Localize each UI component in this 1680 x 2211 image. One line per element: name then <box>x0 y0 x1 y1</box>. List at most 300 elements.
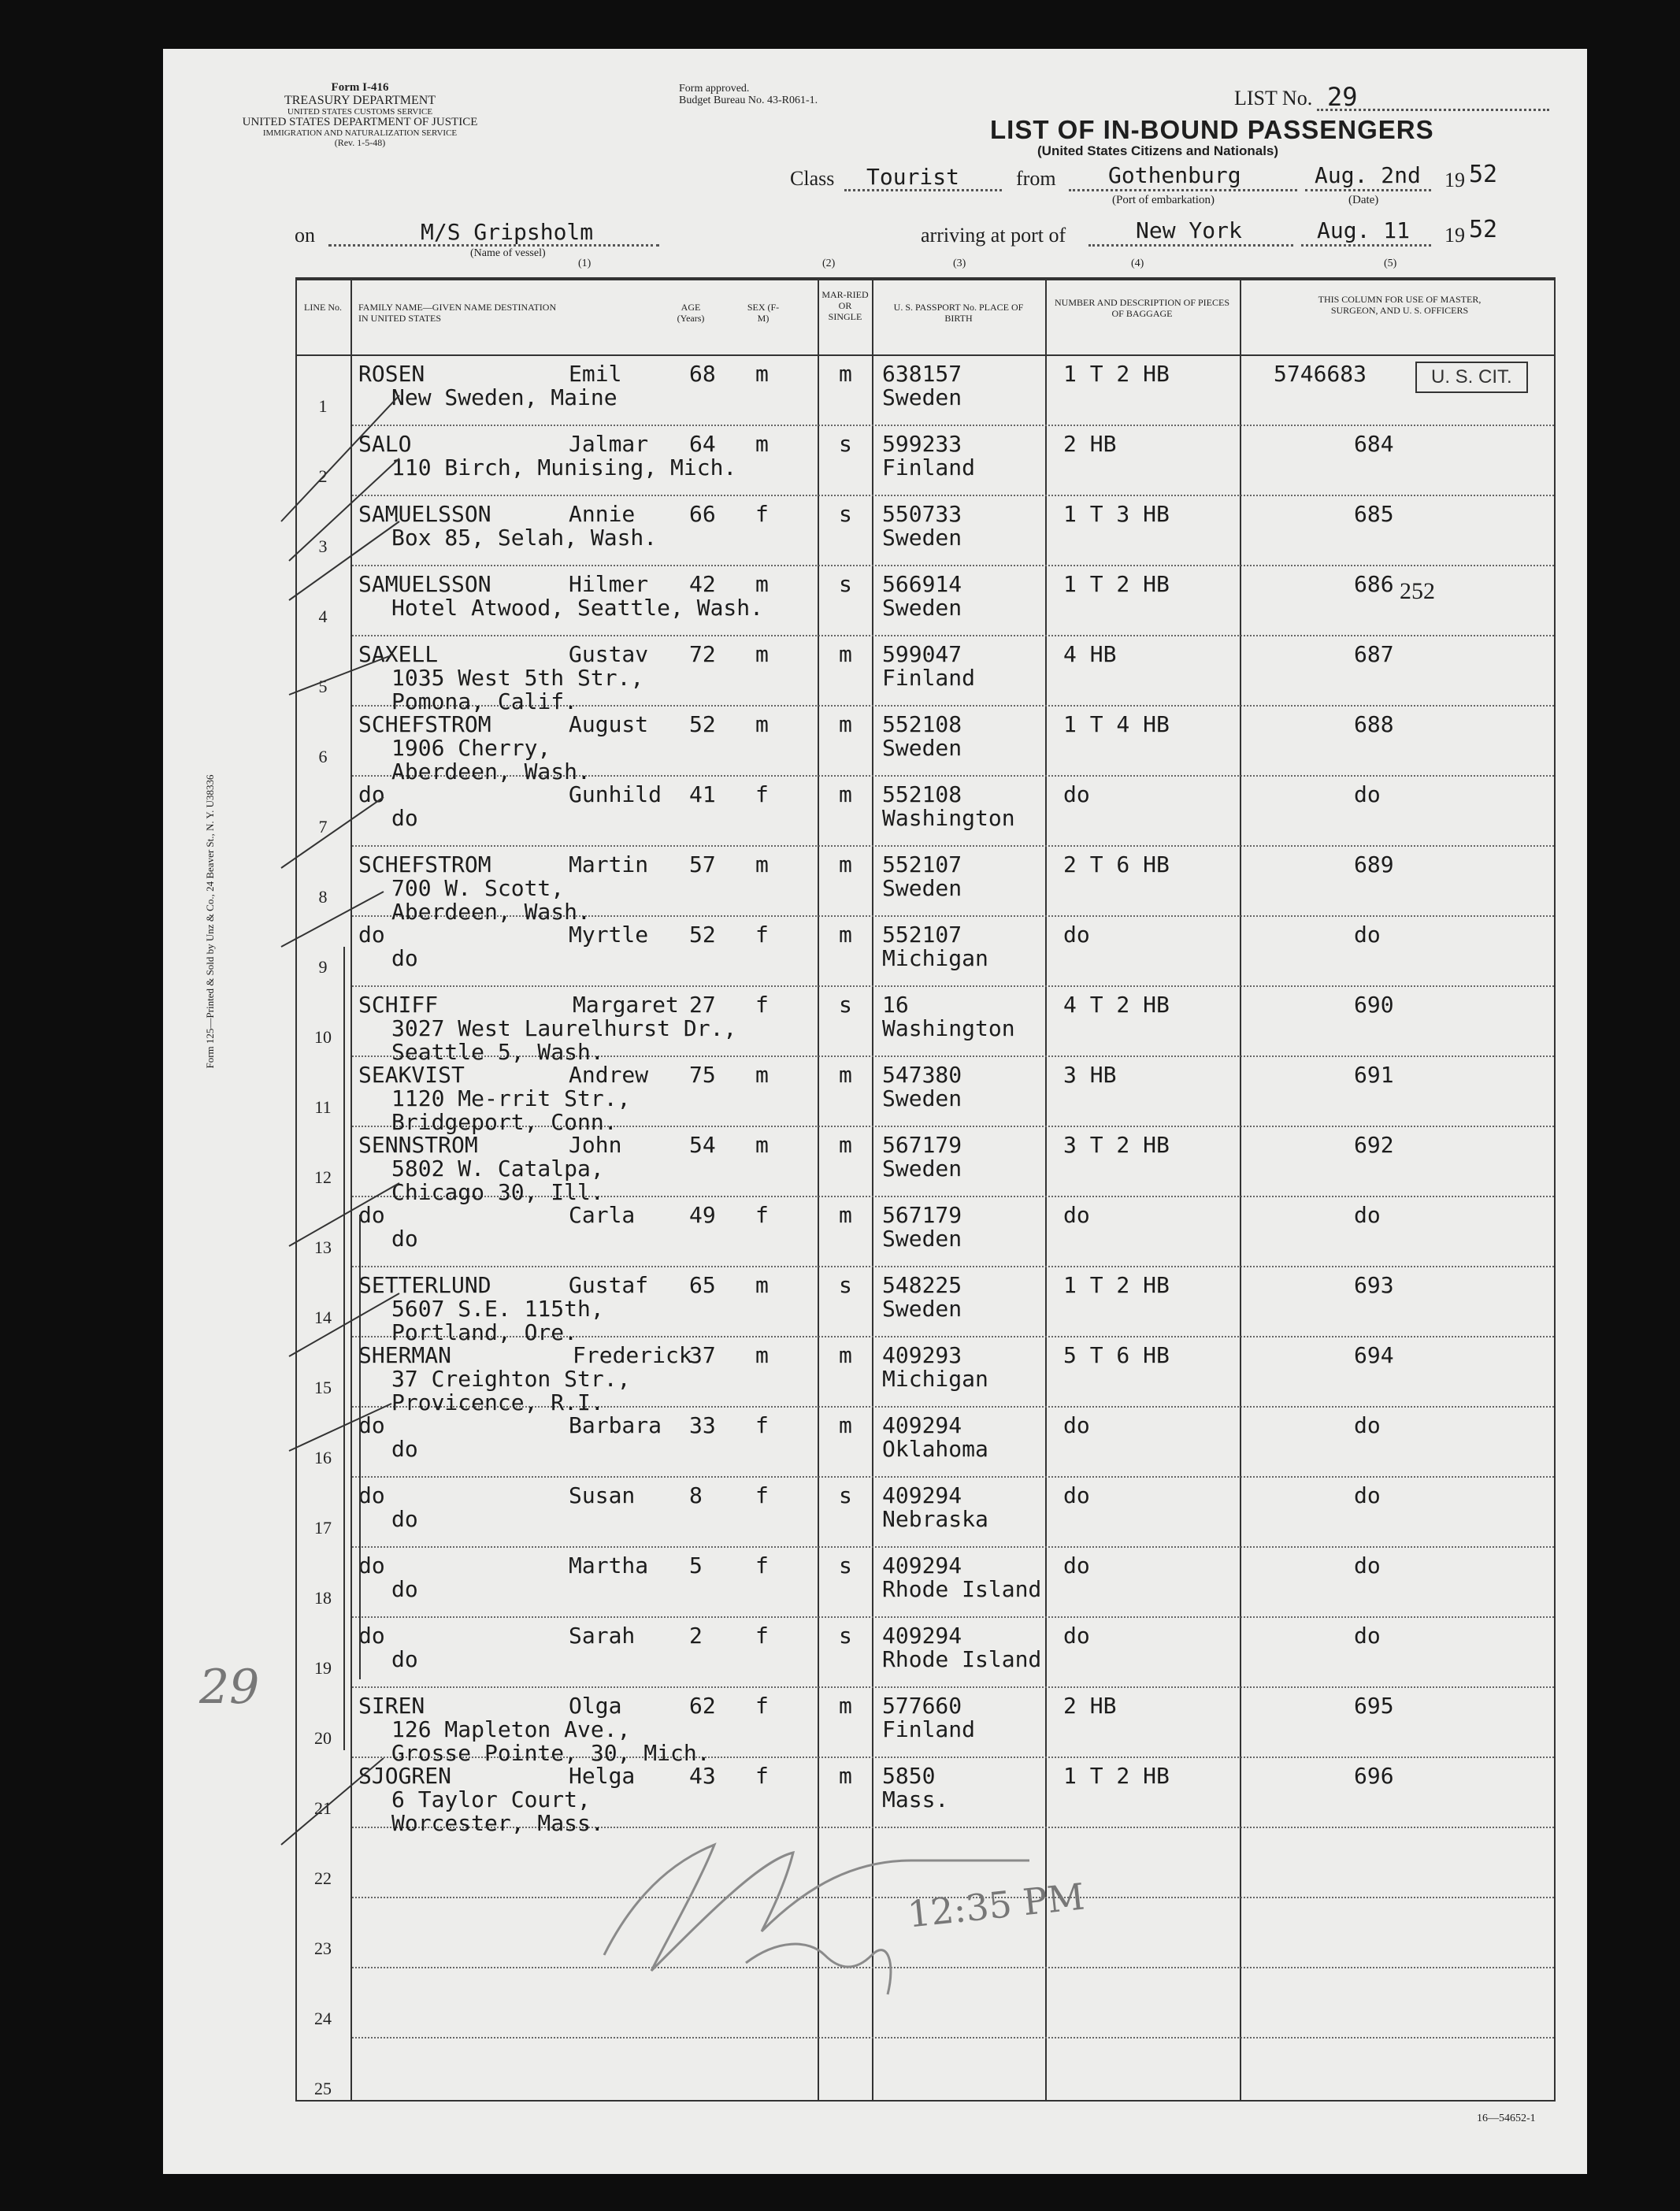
destination-line-1: Hotel Atwood, Seattle, Wash. <box>391 595 764 621</box>
arrival-port: New York <box>1136 217 1242 243</box>
given-name: Margaret <box>573 992 679 1018</box>
family-name: do <box>358 1202 385 1228</box>
depart-year-prefix: 19 <box>1445 169 1465 191</box>
line-number: 9 <box>318 957 328 977</box>
given-name: Gustaf <box>569 1272 649 1298</box>
vessel-name: M/S Gripsholm <box>421 219 594 245</box>
arriving-label: arriving at port of <box>921 224 1066 247</box>
destination-line-1: 700 W. Scott, <box>391 875 565 901</box>
officer-note-252: 252 <box>1400 578 1435 604</box>
line-number: 20 <box>314 1728 332 1748</box>
sex: f <box>755 1202 769 1228</box>
destination-line-1: do <box>391 1226 418 1252</box>
place-of-birth: Sweden <box>882 1226 962 1252</box>
form-title: LIST OF IN-BOUND PASSENGERS <box>990 115 1434 144</box>
line-number: 12 <box>314 1167 332 1187</box>
officer-note: 695 <box>1354 1693 1394 1719</box>
officer-note: 686 <box>1354 571 1394 597</box>
place-of-birth: Sweden <box>882 735 962 761</box>
marital-status: m <box>839 1132 852 1158</box>
sex: m <box>755 851 769 877</box>
marital-status: s <box>839 431 852 457</box>
given-name: John <box>569 1132 622 1158</box>
passport-number: 409293 <box>882 1342 962 1368</box>
family-name: ROSEN <box>358 361 425 387</box>
line-number: 23 <box>314 1938 332 1958</box>
place-of-birth: Sweden <box>882 1085 962 1111</box>
family-name: SENNSTROM <box>358 1132 478 1158</box>
age: 68 <box>689 361 716 387</box>
depart-date: Aug. 2nd <box>1315 162 1421 188</box>
place-of-birth: Washington <box>882 805 1015 831</box>
pencil-marks <box>163 49 1587 2174</box>
family-name: SJOGREN <box>358 1763 452 1789</box>
destination-line-1: 1120 Me-rrit Str., <box>391 1085 631 1111</box>
passport-number: 599233 <box>882 431 962 457</box>
officer-note: 696 <box>1354 1763 1394 1789</box>
depart-year: 52 <box>1469 161 1498 188</box>
destination-line-1: do <box>391 1436 418 1462</box>
officer-note: do <box>1354 1482 1381 1508</box>
officer-note: 687 <box>1354 641 1394 667</box>
marital-status: s <box>839 501 852 527</box>
class-value: Tourist <box>866 164 960 190</box>
line-number: 5 <box>318 677 328 696</box>
family-name: SAMUELSSON <box>358 501 491 527</box>
passport-number: 409294 <box>882 1553 962 1578</box>
class-label: Class <box>790 167 835 190</box>
age: 72 <box>689 641 716 667</box>
baggage: 1 T 2 HB <box>1063 361 1170 387</box>
destination-line-2: Worcester, Mass. <box>391 1810 604 1836</box>
family-name: SIREN <box>358 1693 425 1719</box>
line-number: 1 <box>318 396 328 416</box>
place-of-birth: Oklahoma <box>882 1436 988 1462</box>
age: 27 <box>689 992 716 1018</box>
destination-line-2: Provicence, R.I. <box>391 1389 604 1415</box>
side-printer-imprint: Form 125—Printed & Sold by Unz & Co., 24 Beaver St., N. Y. U38336 <box>204 774 216 1069</box>
tick-mark <box>281 892 384 947</box>
col-head-age: AGE (Years) <box>677 302 705 324</box>
officer-note: do <box>1354 1412 1381 1438</box>
destination-line-2: Pomona, Calif. <box>391 688 578 714</box>
line-number: 18 <box>314 1588 332 1608</box>
sex: f <box>755 1693 769 1719</box>
baggage: do <box>1063 1623 1090 1649</box>
family-name: do <box>358 1482 385 1508</box>
sex: m <box>755 1342 769 1368</box>
place-of-birth: Finland <box>882 1716 976 1742</box>
sex: f <box>755 992 769 1018</box>
destination-line-1: do <box>391 945 418 971</box>
given-name: Susan <box>569 1482 636 1508</box>
family-name: do <box>358 1553 385 1578</box>
marital-status: s <box>839 1482 852 1508</box>
place-of-birth: Finland <box>882 454 976 480</box>
marital-status: s <box>839 1623 852 1649</box>
destination-line-1: 37 Creighton Str., <box>391 1366 631 1392</box>
officer-note: do <box>1354 922 1381 948</box>
passport-number: 552107 <box>882 851 962 877</box>
given-name: Martin <box>569 851 649 877</box>
line-number: 22 <box>314 1868 332 1888</box>
place-of-birth: Sweden <box>882 1156 962 1182</box>
destination-line-1: 126 Mapleton Ave., <box>391 1716 631 1742</box>
col-head-baggage: NUMBER AND DESCRIPTION OF PIECES OF BAGGAGE <box>1054 297 1230 319</box>
passenger-manifest-page <box>163 49 1587 2174</box>
marital-status: m <box>839 851 852 877</box>
destination-line-2: Aberdeen, Wash. <box>391 899 591 925</box>
tick-mark <box>281 1758 384 1845</box>
destination-line-1: 5607 S.E. 115th, <box>391 1296 604 1322</box>
given-name: Annie <box>569 501 636 527</box>
arrival-date: Aug. 11 <box>1317 217 1411 243</box>
line-number: 19 <box>314 1658 332 1678</box>
from-label: from <box>1016 167 1056 190</box>
baggage: do <box>1063 781 1090 807</box>
age: 52 <box>689 711 716 737</box>
sex: f <box>755 1553 769 1578</box>
passport-number: 567179 <box>882 1202 962 1228</box>
passport-number: 567179 <box>882 1132 962 1158</box>
given-name: Barbara <box>569 1412 662 1438</box>
given-name: Gunhild <box>569 781 662 807</box>
place-of-birth: Sweden <box>882 595 962 621</box>
marital-status: m <box>839 641 852 667</box>
marital-status: m <box>839 1763 852 1789</box>
baggage: 2 HB <box>1063 1693 1117 1719</box>
given-name: Hilmer <box>569 571 649 597</box>
col-head-name: FAMILY NAME—GIVEN NAME DESTINATION IN UNITED STATES <box>358 302 557 324</box>
destination-line-1: do <box>391 805 418 831</box>
age: 41 <box>689 781 716 807</box>
age: 54 <box>689 1132 716 1158</box>
tick-mark <box>289 521 399 600</box>
footer-code: 16—54652-1 <box>1477 2113 1536 2124</box>
baggage: 2 HB <box>1063 431 1117 457</box>
destination-line-2: Bridgeport, Conn. <box>391 1109 617 1135</box>
place-of-birth: Sweden <box>882 384 962 410</box>
age: 2 <box>689 1623 703 1649</box>
place-of-birth: Sweden <box>882 525 962 551</box>
line-number: 15 <box>314 1378 332 1397</box>
family-name: do <box>358 1412 385 1438</box>
passport-number: 409294 <box>882 1482 962 1508</box>
ins-service: IMMIGRATION AND NATURALIZATION SERVICE <box>262 128 458 138</box>
destination-line-2: Grosse Pointe, 30, Mich. <box>391 1740 710 1766</box>
baggage: 1 T 4 HB <box>1063 711 1170 737</box>
sex: f <box>755 1623 769 1649</box>
column-index-4: (4) <box>1131 258 1144 269</box>
marital-status: s <box>839 1272 852 1298</box>
marital-status: m <box>839 922 852 948</box>
family-name: SCHEFSTROM <box>358 711 491 737</box>
vessel-caption: (Name of vessel) <box>470 247 546 259</box>
budget-bureau: Budget Bureau No. 43-R061-1. <box>679 94 818 106</box>
officer-note: 690 <box>1354 992 1394 1018</box>
line-number: 21 <box>314 1798 332 1818</box>
baggage: 4 T 2 HB <box>1063 992 1170 1018</box>
line-number: 6 <box>318 747 328 766</box>
form-revision: (Rev. 1-5-48) <box>334 137 386 149</box>
age: 43 <box>689 1763 716 1789</box>
marital-status: m <box>839 1342 852 1368</box>
passport-number: 5850 <box>882 1763 936 1789</box>
col-head-sex: SEX (F-M) <box>747 302 780 324</box>
margin-list-number: 29 <box>199 1660 260 1715</box>
destination-line-1: do <box>391 1506 418 1532</box>
list-no-label: LIST No. <box>1234 87 1313 109</box>
age: 42 <box>689 571 716 597</box>
age: 65 <box>689 1272 716 1298</box>
place-of-birth: Mass. <box>882 1786 949 1812</box>
sex: m <box>755 1132 769 1158</box>
baggage: 3 HB <box>1063 1062 1117 1088</box>
baggage: do <box>1063 922 1090 948</box>
col-head-officers: THIS COLUMN FOR USE OF MASTER, SURGEON, AND U. S. OFFICERS <box>1318 294 1482 316</box>
marital-status: m <box>839 781 852 807</box>
destination-line-1: New Sweden, Maine <box>391 384 617 410</box>
baggage: do <box>1063 1482 1090 1508</box>
destination-line-1: 1906 Cherry, <box>391 735 551 761</box>
date-caption: (Date) <box>1348 194 1379 206</box>
given-name: Olga <box>569 1693 622 1719</box>
officer-note: do <box>1354 1202 1381 1228</box>
destination-line-1: 3027 West Laurelhurst Dr., <box>391 1015 737 1041</box>
officer-note: 685 <box>1354 501 1394 527</box>
place-of-birth: Rhode Island <box>882 1646 1042 1672</box>
marital-status: m <box>839 1202 852 1228</box>
place-of-birth: Nebraska <box>882 1506 988 1532</box>
family-name: do <box>358 922 385 948</box>
form-subtitle: (United States Citizens and Nationals) <box>1037 143 1279 158</box>
marital-status: s <box>839 571 852 597</box>
given-name: Andrew <box>569 1062 649 1088</box>
given-name: Sarah <box>569 1623 636 1649</box>
line-number: 7 <box>318 817 328 837</box>
officer-note: 689 <box>1354 851 1394 877</box>
marital-status: m <box>839 1693 852 1719</box>
tick-mark <box>289 655 391 695</box>
officer-note: 5746683 <box>1274 361 1367 387</box>
baggage: do <box>1063 1412 1090 1438</box>
line-number: 13 <box>314 1237 332 1257</box>
destination-line-1: Box 85, Selah, Wash. <box>391 525 658 551</box>
list-no-value: 29 <box>1327 82 1358 112</box>
destination-line-1: 5802 W. Catalpa, <box>391 1156 604 1182</box>
line-number: 14 <box>314 1308 332 1327</box>
on-label: on <box>295 224 315 247</box>
age: 8 <box>689 1482 703 1508</box>
tick-mark <box>289 458 399 561</box>
sex: m <box>755 711 769 737</box>
passport-number: 566914 <box>882 571 962 597</box>
destination-line-2: Aberdeen, Wash. <box>391 759 591 785</box>
age: 49 <box>689 1202 716 1228</box>
sex: m <box>755 1062 769 1088</box>
given-name: Carla <box>569 1202 636 1228</box>
line-number: 25 <box>314 2079 332 2098</box>
destination-line-1: 6 Taylor Court, <box>391 1786 591 1812</box>
family-name: SETTERLUND <box>358 1272 491 1298</box>
age: 57 <box>689 851 716 877</box>
from-value: Gothenburg <box>1108 162 1241 188</box>
baggage: 1 T 2 HB <box>1063 1763 1170 1789</box>
sex: f <box>755 1412 769 1438</box>
treasury-dept: TREASURY DEPARTMENT <box>284 93 436 107</box>
given-name: Jalmar <box>569 431 649 457</box>
col-head-line-no: LINE No. <box>304 302 342 313</box>
sex: m <box>755 641 769 667</box>
officer-note: 691 <box>1354 1062 1394 1088</box>
passport-number: 409294 <box>882 1623 962 1649</box>
sex: f <box>755 1482 769 1508</box>
arrival-year: 52 <box>1469 216 1498 243</box>
baggage: do <box>1063 1202 1090 1228</box>
marital-status: m <box>839 1412 852 1438</box>
destination-line-1: 1035 West 5th Str., <box>391 665 644 691</box>
officer-signature <box>604 1845 1029 1994</box>
place-of-birth: Michigan <box>882 945 988 971</box>
age: 62 <box>689 1693 716 1719</box>
family-name: SALO <box>358 431 412 457</box>
sex: m <box>755 431 769 457</box>
family-name: SHERMAN <box>358 1342 452 1368</box>
passport-number: 577660 <box>882 1693 962 1719</box>
marital-status: m <box>839 711 852 737</box>
baggage: 1 T 2 HB <box>1063 571 1170 597</box>
family-name: do <box>358 781 385 807</box>
customs-service: UNITED STATES CUSTOMS SERVICE <box>287 106 433 117</box>
given-name: Myrtle <box>569 922 649 948</box>
destination-line-2: Portland, Ore. <box>391 1319 578 1345</box>
tick-marks <box>281 395 399 1845</box>
sex: f <box>755 922 769 948</box>
line-number: 17 <box>314 1518 332 1538</box>
family-name: do <box>358 1623 385 1649</box>
column-index-2: (2) <box>822 258 836 269</box>
given-name: Frederick <box>573 1342 692 1368</box>
justice-dept: UNITED STATES DEPARTMENT OF JUSTICE <box>242 116 478 129</box>
family-name: SCHIFF <box>358 992 439 1018</box>
form-number: Form I-416 <box>331 81 389 94</box>
column-index-3: (3) <box>953 258 966 269</box>
age: 75 <box>689 1062 716 1088</box>
place-of-birth: Michigan <box>882 1366 988 1392</box>
form-approved: Form approved. <box>679 83 750 95</box>
given-name: Martha <box>569 1553 649 1578</box>
marital-status: s <box>839 1553 852 1578</box>
officer-note: do <box>1354 781 1381 807</box>
given-name: Gustav <box>569 641 649 667</box>
officer-note: do <box>1354 1623 1381 1649</box>
baggage: 3 T 2 HB <box>1063 1132 1170 1158</box>
passport-number: 552107 <box>882 922 962 948</box>
baggage: 5 T 6 HB <box>1063 1342 1170 1368</box>
passport-number: 552108 <box>882 711 962 737</box>
place-of-birth: Finland <box>882 665 976 691</box>
passport-number: 638157 <box>882 361 962 387</box>
destination-line-1: do <box>391 1576 418 1602</box>
baggage: do <box>1063 1553 1090 1578</box>
passport-number: 552108 <box>882 781 962 807</box>
family-name: SCHEFSTROM <box>358 851 491 877</box>
officer-note: do <box>1354 1553 1381 1578</box>
officer-note: 692 <box>1354 1132 1394 1158</box>
baggage: 2 T 6 HB <box>1063 851 1170 877</box>
sex: m <box>755 361 769 387</box>
officer-note: 684 <box>1354 431 1394 457</box>
passport-number: 547380 <box>882 1062 962 1088</box>
passport-number: 16 <box>882 992 909 1018</box>
col-head-passport: U. S. PASSPORT No. PLACE OF BIRTH <box>893 302 1024 324</box>
age: 33 <box>689 1412 716 1438</box>
time-annotation: 12:35 PM <box>905 1875 1087 1936</box>
family-name: SAMUELSSON <box>358 571 491 597</box>
line-number: 10 <box>314 1027 332 1047</box>
family-name: SEAKVIST <box>358 1062 465 1088</box>
baggage: 1 T 2 HB <box>1063 1272 1170 1298</box>
place-of-birth: Sweden <box>882 875 962 901</box>
sex: f <box>755 1763 769 1789</box>
baggage: 4 HB <box>1063 641 1117 667</box>
sex: f <box>755 781 769 807</box>
marital-status: m <box>839 1062 852 1088</box>
place-of-birth: Sweden <box>882 1296 962 1322</box>
sex: m <box>755 1272 769 1298</box>
line-number: 11 <box>314 1097 332 1117</box>
destination-line-2: Chicago 30, Ill. <box>391 1179 604 1205</box>
marital-status: m <box>839 361 852 387</box>
destination-line-1: do <box>391 1646 418 1672</box>
destination-line-1: 110 Birch, Munising, Mich. <box>391 454 737 480</box>
tick-mark <box>281 395 399 521</box>
marital-status: s <box>839 992 852 1018</box>
family-name: SAXELL <box>358 641 439 667</box>
column-index-5: (5) <box>1384 258 1397 269</box>
col-head-married: MAR-RIED OR SINGLE <box>821 289 869 322</box>
tick-mark <box>289 1404 391 1451</box>
baggage: 1 T 3 HB <box>1063 501 1170 527</box>
place-of-birth: Washington <box>882 1015 1015 1041</box>
line-number: 8 <box>318 887 328 907</box>
officer-note: 694 <box>1354 1342 1394 1368</box>
passport-number: 550733 <box>882 501 962 527</box>
line-number: 2 <box>318 466 328 486</box>
officer-note: 688 <box>1354 711 1394 737</box>
line-number: 3 <box>318 536 328 556</box>
passport-number: 409294 <box>882 1412 962 1438</box>
given-name: August <box>569 711 649 737</box>
place-of-birth: Rhode Island <box>882 1576 1042 1602</box>
given-name: Helga <box>569 1763 636 1789</box>
passport-number: 599047 <box>882 641 962 667</box>
officer-note: 693 <box>1354 1272 1394 1298</box>
age: 52 <box>689 922 716 948</box>
given-name: Emil <box>569 361 622 387</box>
line-number: 16 <box>314 1448 332 1467</box>
age: 66 <box>689 501 716 527</box>
line-number: 4 <box>318 607 328 626</box>
line-number: 24 <box>314 2009 332 2028</box>
age: 64 <box>689 431 716 457</box>
destination-line-2: Seattle 5, Wash. <box>391 1039 604 1065</box>
age: 37 <box>689 1342 716 1368</box>
column-index-1: (1) <box>578 258 592 269</box>
passport-number: 548225 <box>882 1272 962 1298</box>
arrival-year-prefix: 19 <box>1445 224 1465 247</box>
us-citizen-stamp: U. S. CIT. <box>1415 362 1528 393</box>
